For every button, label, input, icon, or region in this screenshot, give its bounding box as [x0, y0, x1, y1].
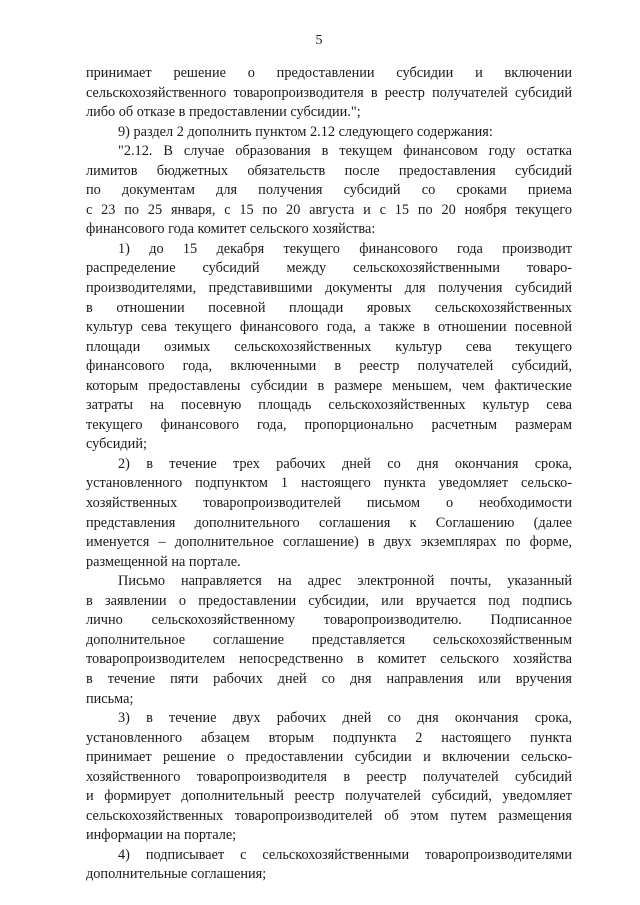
text-line: которым предоставлены субсидии в размере меньшем, чем фактические [86, 377, 572, 394]
text-line: в заявлении о предоставлении субсидии, или вручается под подпись [86, 592, 572, 609]
text-line: лично сельскохозяйственному товаропроизводителю. Подписанное [86, 612, 572, 629]
text-line: именуется – дополнительное соглашение) в двух экземплярах по форме, [86, 534, 572, 551]
text-line: товаропроизводителем непосредственно в комитет сельского хозяйства [86, 651, 572, 668]
text-line: субсидий; [86, 436, 147, 453]
text-line: либо об отказе в предоставлении субсидии."; [86, 104, 361, 121]
text-line: принимает решение о предоставлении субсидии и включении сельско- [86, 749, 572, 766]
text-line: лимитов бюджетных обязательств после предоставления субсидий [86, 162, 572, 179]
text-line: 1) до 15 декабря текущего финансового года производит [118, 240, 572, 257]
document-page [86, 32, 572, 885]
text-line: хозяйственного товаропроизводителя в реестр получателей субсидий [86, 768, 572, 785]
text-line: производителями, представившими документы для получения субсидий [86, 280, 572, 297]
text-line: представления дополнительного соглашения к Соглашению (далее [86, 514, 572, 531]
text-line: письма; [86, 690, 134, 707]
text-line: в отношении посевной площади яровых сельскохозяйственных [86, 299, 572, 316]
text-line: финансового года комитет сельского хозяйства: [86, 221, 376, 238]
text-line: и формирует дополнительный реестр получателей субсидий, уведомляет [86, 788, 572, 805]
text-line: информации на портале; [86, 827, 237, 844]
text-line: "2.12. В случае образования в текущем финансовом году остатка [118, 143, 572, 160]
text-line: сельскохозяйственных товаропроизводителей об этом путем размещения [86, 807, 572, 824]
text-line: площади озимых сельскохозяйственных культур сева текущего [86, 338, 572, 355]
text-line: культур сева текущего финансового года, а также в отношении посевной [86, 319, 572, 336]
text-line: дополнительные соглашения; [86, 866, 267, 883]
text-line: размещенной на портале. [86, 553, 241, 570]
document-body [86, 64, 572, 885]
text-line: с 23 по 25 января, с 15 по 20 августа и с 15 по 20 ноября текущего [86, 201, 572, 218]
text-line: в течение пяти рабочих дней со дня направления или вручения [86, 670, 572, 687]
text-line: 3) в течение двух рабочих дней со дня окончания срока, [118, 710, 572, 727]
text-line: хозяйственных товаропроизводителей письмом о необходимости [86, 495, 572, 512]
text-line: принимает решение о предоставлении субсидии и включении [86, 65, 572, 81]
text-line: распределение субсидий между сельскохозяйственными товаро- [86, 260, 572, 277]
text-line: дополнительное соглашение представляется сельскохозяйственным [86, 631, 572, 648]
text-line: текущего финансового года, пропорционально расчетным размерам [86, 416, 572, 433]
text-line: сельскохозяйственного товаропроизводителя в реестр получателей субсидий [86, 84, 572, 101]
text-line: по документам для получения субсидий со сроками приема [86, 182, 572, 199]
text-line: Письмо направляется на адрес электронной почты, указанный [118, 573, 572, 590]
text-line: 2) в течение трех рабочих дней со дня окончания срока, [118, 455, 572, 472]
text-line: установленного абзацем вторым подпункта 2 настоящего пункта [86, 729, 572, 746]
page-number: 5 [315, 33, 323, 48]
text-line: 4) подписывает с сельскохозяйственными товаропроизводителями [118, 846, 572, 863]
text-line: финансового года, включенными в реестр получателей субсидий, [86, 358, 572, 375]
text-line: затраты на посевную площадь сельскохозяйственных культур сева [86, 397, 572, 414]
text-line: 9) раздел 2 дополнить пунктом 2.12 следующего содержания: [118, 123, 493, 140]
text-line: установленного подпунктом 1 настоящего пункта уведомляет сельско- [86, 475, 572, 492]
